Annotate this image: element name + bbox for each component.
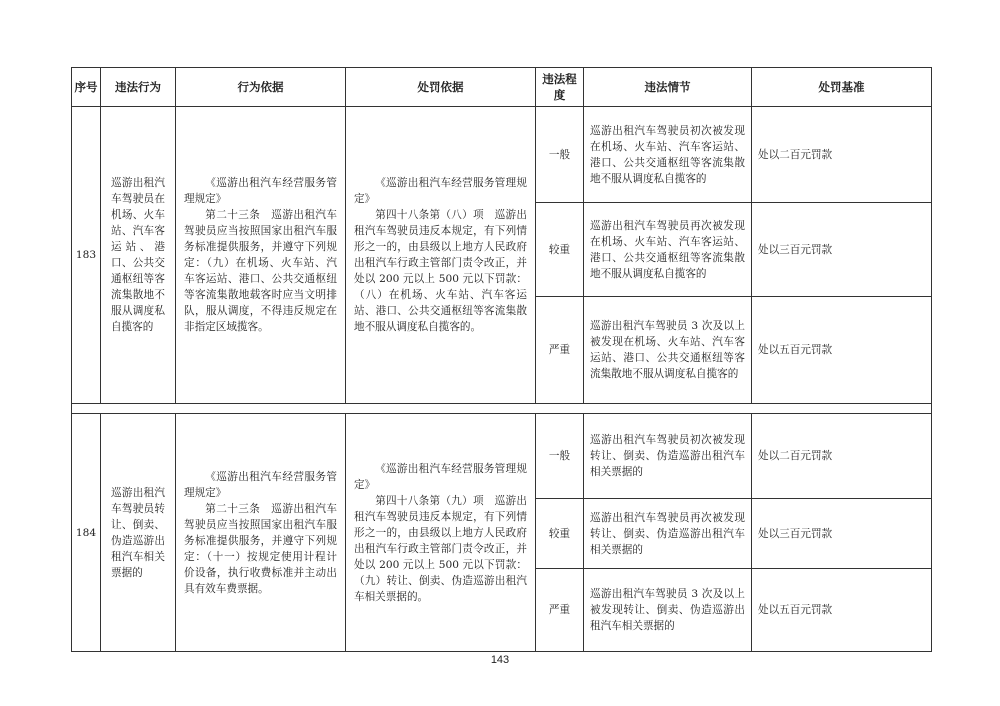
header-act-basis: 行为依据 [176,68,346,107]
row-index: 184 [72,414,101,652]
degree-cell: 一般 [536,414,584,499]
row-penalty-basis [346,107,536,404]
row-penalty-basis [346,414,536,652]
act-basis-title: 《巡游出租汽车经营服务管理规定》 [184,177,337,205]
circumstance-cell: 巡游出租汽车驾驶员初次被发现在机场、火车站、汽车客运站、港口、公共交通枢纽等客流集散地不服从调度私自揽客的 [584,107,752,203]
act-basis-title: 《巡游出租汽车经营服务管理规定》 [184,470,337,499]
standard-cell: 处以五百元罚款 [752,297,932,404]
degree-cell: 较重 [536,499,584,569]
standard-cell: 处以五百元罚款 [752,569,932,652]
penalty-standards-table [71,67,932,652]
degree-cell: 一般 [536,107,584,203]
penalty-basis-title: 《巡游出租汽车经营服务管理规定》 [354,462,527,491]
table-header [72,68,932,107]
page-number: 143 [490,654,510,666]
circumstance-cell: 巡游出租汽车驾驶员再次被发现转让、倒卖、伪造巡游出租汽车相关票据的 [584,499,752,569]
standard-cell: 处以三百元罚款 [752,499,932,569]
standard-cell: 处以二百元罚款 [752,414,932,499]
penalty-basis-body: 第四十八条第（八）项 巡游出租汽车驾驶员违反本规定，有下列情形之一的，由县级以上地方人民政府出租汽车行政主管部门责令改正，并处以 200 元以上 500 元以下罚款：（八）在机场、火车站、汽车客运站、港口、公共交通枢纽等客流集散地不服从调度私自揽客的。 [354,209,527,333]
standard-cell: 处以三百元罚款 [752,203,932,297]
act-basis-body: 第二十三条 巡游出租汽车驾驶员应当按照国家出租汽车服务标准提供服务，并遵守下列规定：（十一）按规定使用计程计价设备，执行收费标准并主动出具有效车费票据。 [184,502,337,595]
row-act: 巡游出租汽车驾驶员转让、倒卖、伪造巡游出租汽车相关票据的 [101,414,176,652]
standard-cell: 处以二百元罚款 [752,107,932,203]
circumstance-cell: 巡游出租汽车驾驶员初次被发现转让、倒卖、伪造巡游出租汽车相关票据的 [584,414,752,499]
degree-cell: 较重 [536,203,584,297]
circumstance-cell: 巡游出租汽车驾驶员再次被发现在机场、火车站、汽车客运站、港口、公共交通枢纽等客流集散地不服从调度私自揽客的 [584,203,752,297]
header-standard: 处罚基准 [752,68,932,107]
header-act: 违法行为 [101,68,176,107]
penalty-basis-title: 《巡游出租汽车经营服务管理规定》 [354,177,527,205]
circumstance-cell: 巡游出租汽车驾驶员 3 次及以上被发现转让、倒卖、伪造巡游出租汽车相关票据的 [584,569,752,652]
act-basis-body: 第二十三条 巡游出租汽车驾驶员应当按照国家出租汽车服务标准提供服务，并遵守下列规定：（九）在机场、火车站、汽车客运站、港口、公共交通枢纽等客流集散地载客时应当文明排队，服从调度，不得违反规定在非指定区域揽客。 [184,209,337,333]
header-penalty-basis: 处罚依据 [346,68,536,107]
table-row [72,107,932,203]
degree-cell: 严重 [536,297,584,404]
circumstance-cell: 巡游出租汽车驾驶员 3 次及以上被发现在机场、火车站、汽车客运站、港口、公共交通枢纽等客流集散地不服从调度私自揽客的 [584,297,752,404]
row-act-basis [176,107,346,404]
table-row [72,414,932,499]
header-circumstance: 违法情节 [584,68,752,107]
degree-cell: 严重 [536,569,584,652]
header-degree: 违法程度 [536,68,584,107]
row-index: 183 [72,107,101,404]
row-act: 巡游出租汽车驾驶员在机场、火车站、汽车客运站、港口、公共交通枢纽等客流集散地不服从调度私自揽客的 [101,107,176,404]
row-act-basis [176,414,346,652]
table-spacer [72,404,932,414]
header-index: 序号 [72,68,101,107]
penalty-basis-body: 第四十八条第（九）项 巡游出租汽车驾驶员违反本规定，有下列情形之一的，由县级以上地方人民政府出租汽车行政主管部门责令改正，并处以 200 元以上 500 元以下罚款：（九）转让、倒卖、伪造巡游出租汽车相关票据的。 [354,494,527,603]
